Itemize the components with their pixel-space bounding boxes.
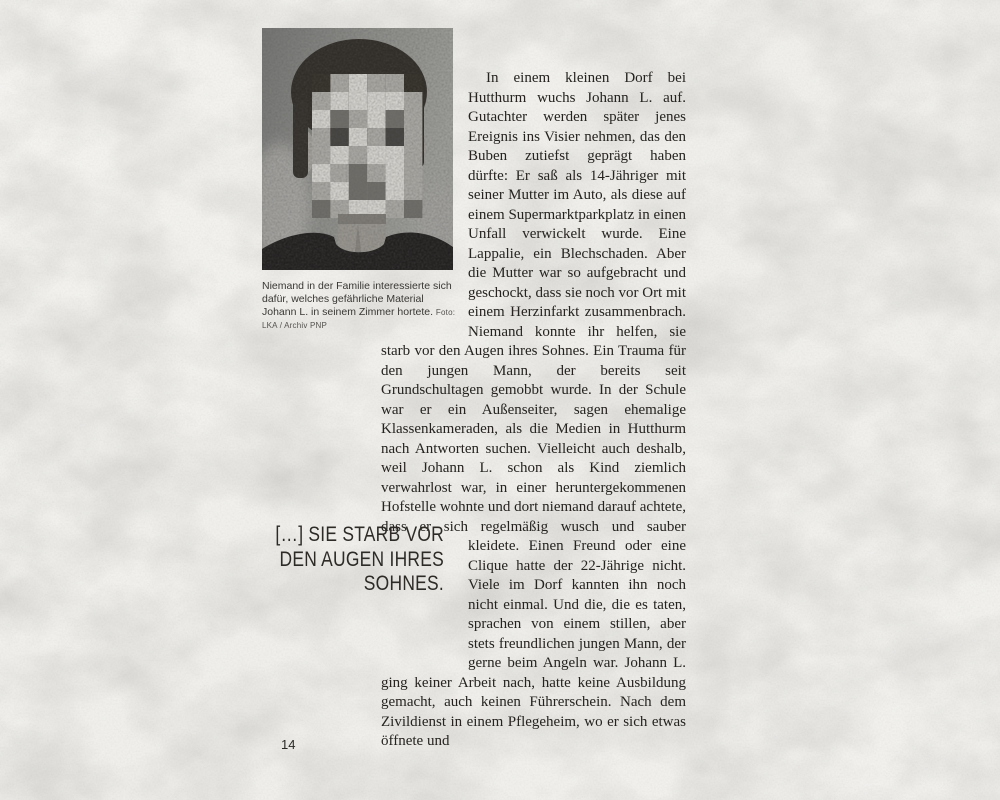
body-text-part2: kleidete. Einen Freund oder eine Clique hatte der 22-Jährige nicht. Viele im Dorf kannten ihn noch nicht einmal. Und die, die es taten, sprachen von einem stillen, aber stets freundlichen jungen Mann, der gerne beim Angeln war. Johann L. ging keiner Arbeit nach, hatte keine Ausbildung gemacht, auch keinen Führerschein. Nach dem Zivildienst in einem Pflegeheim, wo er sich etwas öffnete und	[381, 538, 686, 749]
pull-quote-line-1: […] SIE STARB VOR	[275, 523, 444, 546]
pull-quote-line-2: DEN AUGEN IHRES	[279, 547, 444, 571]
photo-wrap-spacer	[381, 69, 468, 337]
photo-caption-text: Niemand in der Familie interessierte sich dafür, welches gefährliche Material Johann L. in seinem Zimmer hortete.	[262, 280, 452, 318]
page-number: 14	[281, 737, 296, 752]
pull-quote-line-3: SOHNES.	[363, 572, 444, 595]
body-text-part1: In einem kleinen Dorf bei Hutthurm wuchs Johann L. auf. Gutachter werden später jenes Ereignis ins Visier nehmen, das den Buben zutiefst geprägt haben dürfte: Er saß als 14-Jähriger mit seiner Mutter im Auto, als diese auf einem Supermarktparkplatz in einen Unfall verwickelt wurde. Eine Lappalie, ein Blechschaden. Aber die Mutter war so aufgebracht und geschockt, dass sie noch vor Ort mit einem Herzinfarkt zusammenbrach. Niemand konnte ihr helfen, sie starb vor den Augen ihres Sohnes. Ein Trauma für den jungen Mann, der bereits seit Grundschultagen gemobbt wurde. In der Schule war er ein Außenseiter, sagen ehemalige Klassenkameraden, als die Medien in Hutthurm nach Antworten suchen. Vielleicht auch deshalb, weil Johann L. schon als Kind ziemlich verwahrlost war, in einer heruntergekommenen Hofstelle wohnte und dort niemand darauf achtete, dass er sich regelmäßig wusch und sauber	[381, 70, 686, 535]
article-body	[381, 69, 686, 752]
pull-quote	[275, 523, 444, 597]
photo-credit: Foto: LKA / Archiv PNP	[262, 308, 456, 330]
